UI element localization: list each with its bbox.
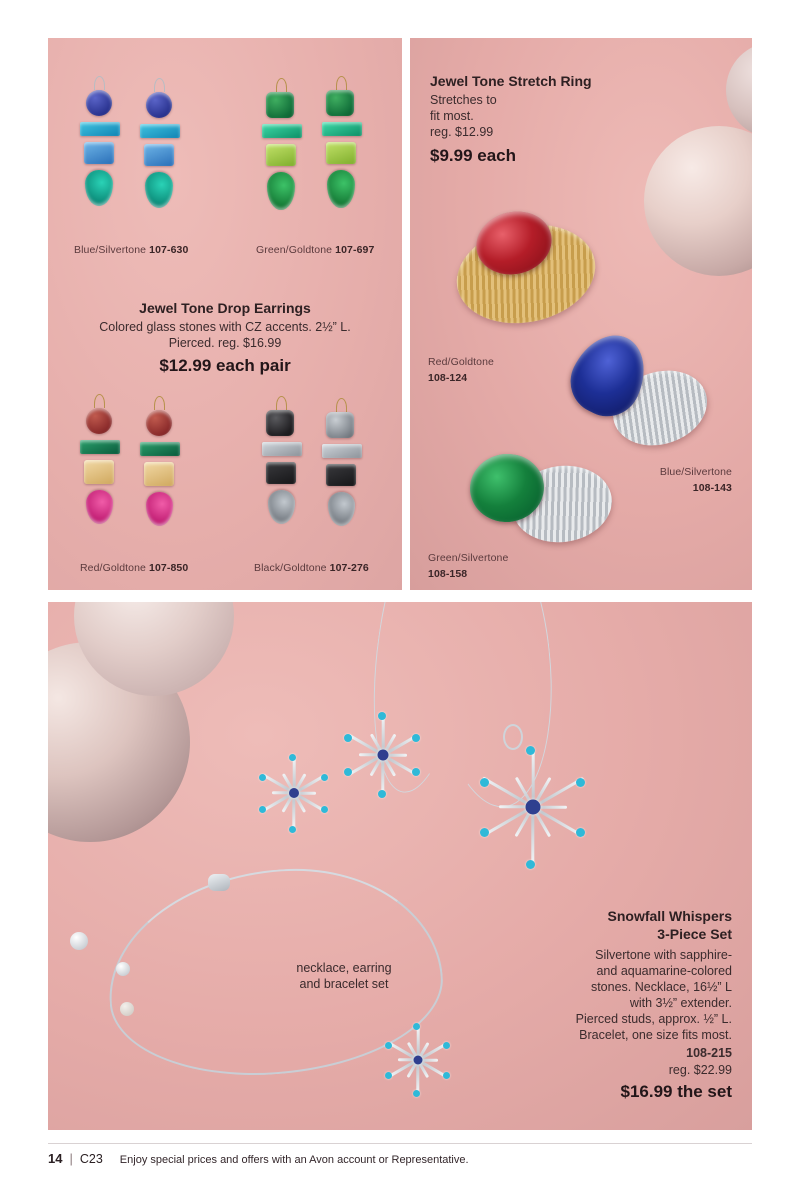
set-product-panel: [48, 602, 752, 1130]
set-description-line5: Pierced studs, approx. ½” L.: [575, 1012, 732, 1026]
ring-variant-name-red: Red/Goldtone: [428, 356, 494, 368]
rings-description-line1: Stretches to: [430, 93, 497, 107]
set-description-line6: Bracelet, one size fits most.: [579, 1028, 732, 1042]
earring-variant-name-black: Black/Goldtone: [254, 562, 327, 574]
rings-price: $9.99 each: [430, 146, 517, 165]
ring-variant-caption-green: [428, 552, 508, 564]
earring-variant-caption-black: [254, 562, 369, 574]
set-description-line2: and aquamarine-colored: [596, 964, 732, 978]
ring-variant-code-blue: 108-143: [692, 482, 732, 494]
earring-variant-name-green: Green/Goldtone: [256, 244, 333, 256]
set-description-line4: with 3½” extender.: [629, 996, 732, 1010]
snowflake-pendant: [468, 742, 598, 872]
set-product-code: 108-215: [686, 1046, 732, 1060]
set-callout: [244, 960, 444, 993]
bracelet-tip-left: [70, 932, 88, 950]
set-price: $16.99 the set: [620, 1082, 732, 1101]
set-callout-line1: necklace, earring: [296, 961, 392, 975]
snowflake-stud-left: [253, 752, 335, 834]
earring-black-goldtone-art: [258, 396, 378, 556]
bracelet-tip-right: [116, 962, 130, 976]
earring-variant-code-red: 107-850: [149, 562, 189, 574]
ring-variant-name-green: Green/Silvertone: [428, 552, 509, 564]
footer-separator: |: [69, 1151, 73, 1166]
page-footer: [48, 1151, 469, 1166]
bracelet-drop-bead: [120, 1002, 134, 1016]
ring-red-goldtone-art: [448, 198, 608, 338]
earring-variant-caption-red: [80, 562, 188, 574]
earring-red-goldtone-art: [76, 394, 196, 554]
ring-variant-name-blue: Blue/Silvertone: [659, 466, 732, 478]
earring-variant-name-blue: Blue/Silvertone: [74, 244, 147, 256]
set-callout-line2: and bracelet set: [299, 977, 389, 992]
rings-description-line2: fit most.: [430, 109, 474, 123]
earring-variant-caption-green: [256, 244, 374, 256]
set-regular-price: reg. $22.99: [668, 1063, 732, 1077]
rings-regular-price: reg. $12.99: [430, 125, 494, 139]
bracelet-slider-bead: [208, 874, 230, 891]
ring-variant-code-red-wrap: [428, 372, 467, 384]
earring-green-goldtone-art: [258, 76, 378, 236]
ring-variant-code-red: 108-124: [428, 372, 468, 384]
earring-variant-caption-blue: [74, 244, 188, 256]
page-number: 14: [48, 1151, 63, 1166]
earrings-product-title: Jewel Tone Drop Earrings: [139, 300, 311, 316]
set-product-title-line2: 3-Piece Set: [657, 926, 732, 942]
pearl-orb-large: [644, 126, 752, 276]
set-description-line1: Silvertone with sapphire-: [595, 948, 732, 962]
footer-note: Enjoy special prices and offers with an Avon account or Representative.: [119, 1154, 469, 1166]
footer-divider: [48, 1143, 752, 1144]
earrings-description-line2: Pierced. reg. $16.99: [168, 336, 282, 350]
pearl-orb-small: [726, 42, 752, 138]
ring-variant-caption-red: [428, 356, 494, 368]
earring-blue-silvertone-art: [76, 76, 196, 236]
ring-green-silvertone-art: [466, 442, 626, 570]
earring-variant-name-red: Red/Goldtone: [80, 562, 146, 574]
earrings-price: $12.99 each pair: [159, 356, 291, 375]
set-description-line3: stones. Necklace, 16½” L: [590, 980, 732, 994]
ring-variant-code-green: 108-158: [428, 568, 468, 580]
earring-variant-code-blue: 107-630: [149, 244, 189, 256]
catalog-code: C23: [79, 1152, 103, 1166]
ring-blue-silvertone-art: [568, 326, 718, 456]
earring-variant-code-black: 107-276: [329, 562, 369, 574]
snowflake-stud-right: [338, 710, 428, 800]
earring-variant-code-green: 107-697: [335, 244, 375, 256]
earrings-description-line1: Colored glass stones with CZ accents. 2½” L.: [99, 320, 351, 334]
earrings-product-panel: [48, 38, 402, 590]
ring-variant-code-green-wrap: [428, 568, 467, 580]
rings-product-panel: [410, 38, 752, 590]
rings-product-title: Jewel Tone Stretch Ring: [430, 73, 592, 89]
set-product-title-line1: Snowfall Whispers: [607, 908, 732, 924]
